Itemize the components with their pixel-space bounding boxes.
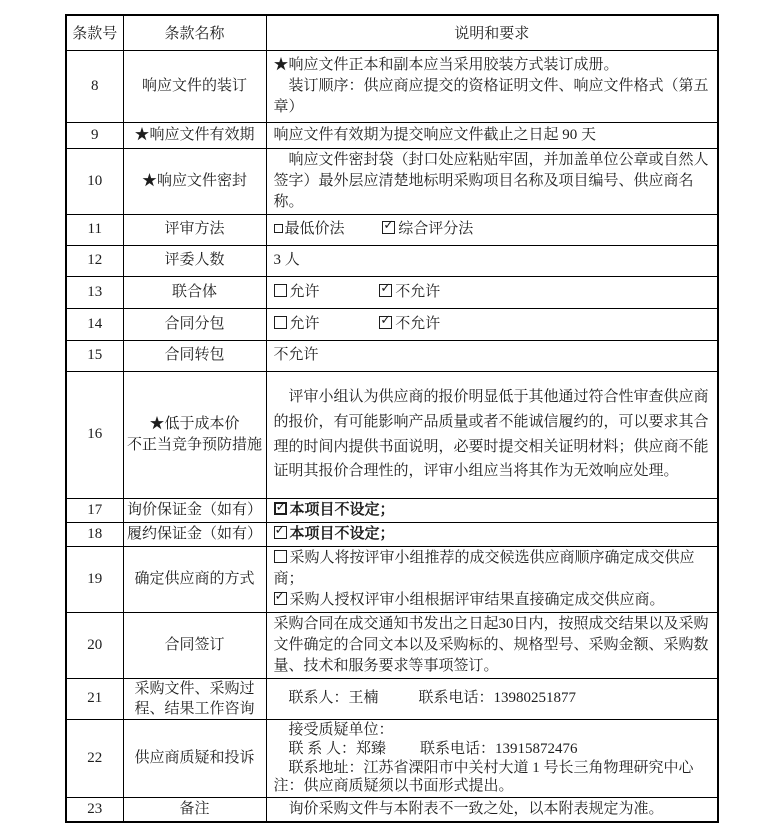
- desc-line: 不允许: [273, 347, 319, 363]
- clause-name: 供应商质疑和投诉: [123, 720, 266, 798]
- clause-row-16: [66, 371, 718, 498]
- checkbox-checked-icon: ✓: [274, 522, 286, 538]
- option-label: 本项目不设定；: [289, 501, 395, 518]
- option-checked: [382, 218, 474, 237]
- clause-row-17: [66, 498, 718, 522]
- clause-row-10: [66, 148, 718, 214]
- checkbox-checked-icon: ✓: [274, 588, 286, 604]
- clause-name-line: 不正当竞争预防措施: [126, 436, 262, 453]
- contact-person: 联系人：王楠: [288, 690, 379, 707]
- clause-row-19: [66, 546, 718, 612]
- clause-name: 合同转包: [123, 340, 266, 371]
- checkbox-unchecked-icon: [274, 284, 287, 297]
- desc-note: 注：供应商质疑须以书面形式提出。: [273, 778, 514, 795]
- document-page: [65, 14, 719, 823]
- checkbox-unchecked-icon: [274, 550, 287, 563]
- clause-row-12: [66, 245, 718, 276]
- clause-desc: [266, 371, 718, 498]
- option-line: [274, 219, 712, 240]
- clause-no: 11: [66, 214, 123, 245]
- clause-desc: [266, 276, 718, 308]
- clause-no: 14: [66, 308, 123, 340]
- clause-name: 评审方法: [123, 214, 266, 245]
- clause-row-23: [66, 798, 718, 823]
- option-checked: [379, 280, 441, 300]
- option-line: [274, 524, 712, 545]
- contact-phone: 联系电话：13915872476: [420, 740, 578, 757]
- contact-address: 联系地址：江苏省溧阳市中关村大道 1 号长三角物理研究中心: [288, 759, 694, 776]
- contact-line: [274, 740, 712, 759]
- clause-desc: [266, 546, 718, 612]
- clause-row-9: [66, 122, 718, 148]
- option-label: 允许: [289, 315, 320, 332]
- option-checked: [379, 312, 441, 332]
- clause-row-11: [66, 214, 718, 245]
- option-label: 允许: [289, 283, 320, 300]
- desc-line: 响应文件密封袋（封口处应粘贴牢固，并加盖单位公章或自然人签字）最外层应清楚地标明采购项目名称及项目编号、供应商名称。: [273, 151, 709, 210]
- clause-no: 10: [66, 148, 123, 214]
- clause-no: 23: [66, 798, 123, 823]
- checkbox-unchecked-icon: [274, 316, 287, 329]
- option-label: 最低价法: [284, 221, 345, 237]
- clause-row-22: [66, 720, 718, 798]
- checkbox-checked-icon: ✓: [380, 280, 392, 296]
- clause-table: [65, 14, 719, 823]
- clause-name: 履约保证金（如有）: [123, 522, 266, 546]
- desc-line: 装订顺序：供应商应提交的资格证明文件、响应文件格式（第五章）: [273, 77, 709, 115]
- option-label: 综合评分法: [398, 221, 474, 237]
- clause-row-18: [66, 522, 718, 546]
- clause-no: 15: [66, 340, 123, 371]
- option-line: [274, 282, 712, 303]
- option-label: 本项目不设定；: [289, 525, 395, 542]
- option-label: 采购人将按评审小组推荐的成交候选供应商顺序确定成交供应商；: [273, 549, 695, 587]
- clause-no: 17: [66, 498, 123, 522]
- clause-name: 联合体: [123, 276, 266, 308]
- clause-no: 16: [66, 371, 123, 498]
- clause-name: 采购文件、采购过程、结果工作咨询: [123, 678, 266, 720]
- clause-no: 13: [66, 276, 123, 308]
- option-label: 采购人授权评审小组根据评审结果直接确定成交供应商。: [289, 591, 665, 608]
- desc-line: 接受质疑单位：: [288, 722, 394, 738]
- clause-desc: [266, 340, 718, 371]
- clause-desc: [266, 245, 718, 276]
- clause-name: 合同签订: [123, 612, 266, 678]
- clause-row-21: [66, 678, 718, 720]
- option-line: [274, 314, 712, 335]
- clause-row-13: [66, 276, 718, 308]
- desc-line: 评审小组认为供应商的报价明显低于其他通过符合性审查供应商的报价，有可能影响产品质量或者不能诚信履约的，可以要求其合理的时间内提供书面说明，必要时提交相关证明材料；供应商不能证明其报价合理性的，评审小组应当将其作为无效响应处理。: [273, 388, 709, 480]
- clause-row-8: [66, 50, 718, 122]
- clause-no: 12: [66, 245, 123, 276]
- clause-name-line: ★低于成本价: [149, 415, 240, 432]
- checkbox-checked-icon: ✓: [380, 312, 392, 328]
- option-line: [274, 548, 712, 590]
- clause-row-15: [66, 340, 718, 371]
- header-description: 说明和要求: [266, 15, 718, 50]
- clause-name: 评委人数: [123, 245, 266, 276]
- clause-name: 备注: [123, 798, 266, 823]
- clause-no: 9: [66, 122, 123, 148]
- clause-desc: [266, 720, 718, 798]
- clause-desc: [266, 678, 718, 720]
- contact-phone: 联系电话：13980251877: [418, 690, 577, 707]
- header-clause-no: 条款号: [66, 15, 123, 50]
- header-clause-name: 条款名称: [123, 15, 266, 50]
- desc-line: 响应文件有效期为提交响应文件截止之日起 90 天: [273, 126, 597, 143]
- option-line: [274, 590, 712, 611]
- clause-name: 响应文件的装订: [123, 50, 266, 122]
- option-line: [274, 500, 712, 521]
- clause-desc: [266, 214, 718, 245]
- clause-desc: [266, 612, 718, 678]
- desc-line: 采购合同在成交通知书发出之日起30日内，按照成交结果以及采购文件确定的合同文本以及采购标的、规格型号、采购金额、采购数量、技术和服务要求等事项签订。: [273, 615, 709, 674]
- clause-desc: [266, 308, 718, 340]
- table-header-row: [66, 15, 718, 50]
- contact-line: [274, 688, 712, 709]
- clause-desc: [266, 50, 718, 122]
- desc-line: ★响应文件正本和副本应当采用胶装方式装订成册。: [273, 56, 619, 73]
- clause-name: [123, 371, 266, 498]
- clause-row-20: [66, 612, 718, 678]
- clause-no: 18: [66, 522, 123, 546]
- desc-line: 询价采购文件与本附表不一致之处，以本附表规定为准。: [288, 801, 664, 817]
- clause-name: 询价保证金（如有）: [123, 498, 266, 522]
- checkbox-checked-icon: ✓: [275, 499, 287, 515]
- clause-no: 19: [66, 546, 123, 612]
- clause-desc: [266, 122, 718, 148]
- clause-no: 8: [66, 50, 123, 122]
- contact-person: 联 系 人：郑臻: [288, 740, 387, 757]
- checkbox-checked-icon: ✓: [383, 218, 395, 233]
- clause-desc: [266, 498, 718, 522]
- clause-desc: [266, 522, 718, 546]
- clause-desc: [266, 798, 718, 823]
- option-label: 不允许: [395, 315, 441, 332]
- clause-no: 22: [66, 720, 123, 798]
- clause-name: ★响应文件有效期: [123, 122, 266, 148]
- clause-no: 20: [66, 612, 123, 678]
- clause-desc: [266, 148, 718, 214]
- clause-no: 21: [66, 678, 123, 720]
- clause-name: 合同分包: [123, 308, 266, 340]
- clause-name: ★响应文件密封: [123, 148, 266, 214]
- checkbox-unchecked-icon: [274, 224, 283, 233]
- clause-name: 确定供应商的方式: [123, 546, 266, 612]
- clause-row-14: [66, 308, 718, 340]
- option-label: 不允许: [395, 283, 441, 300]
- desc-line: 3 人: [273, 252, 300, 268]
